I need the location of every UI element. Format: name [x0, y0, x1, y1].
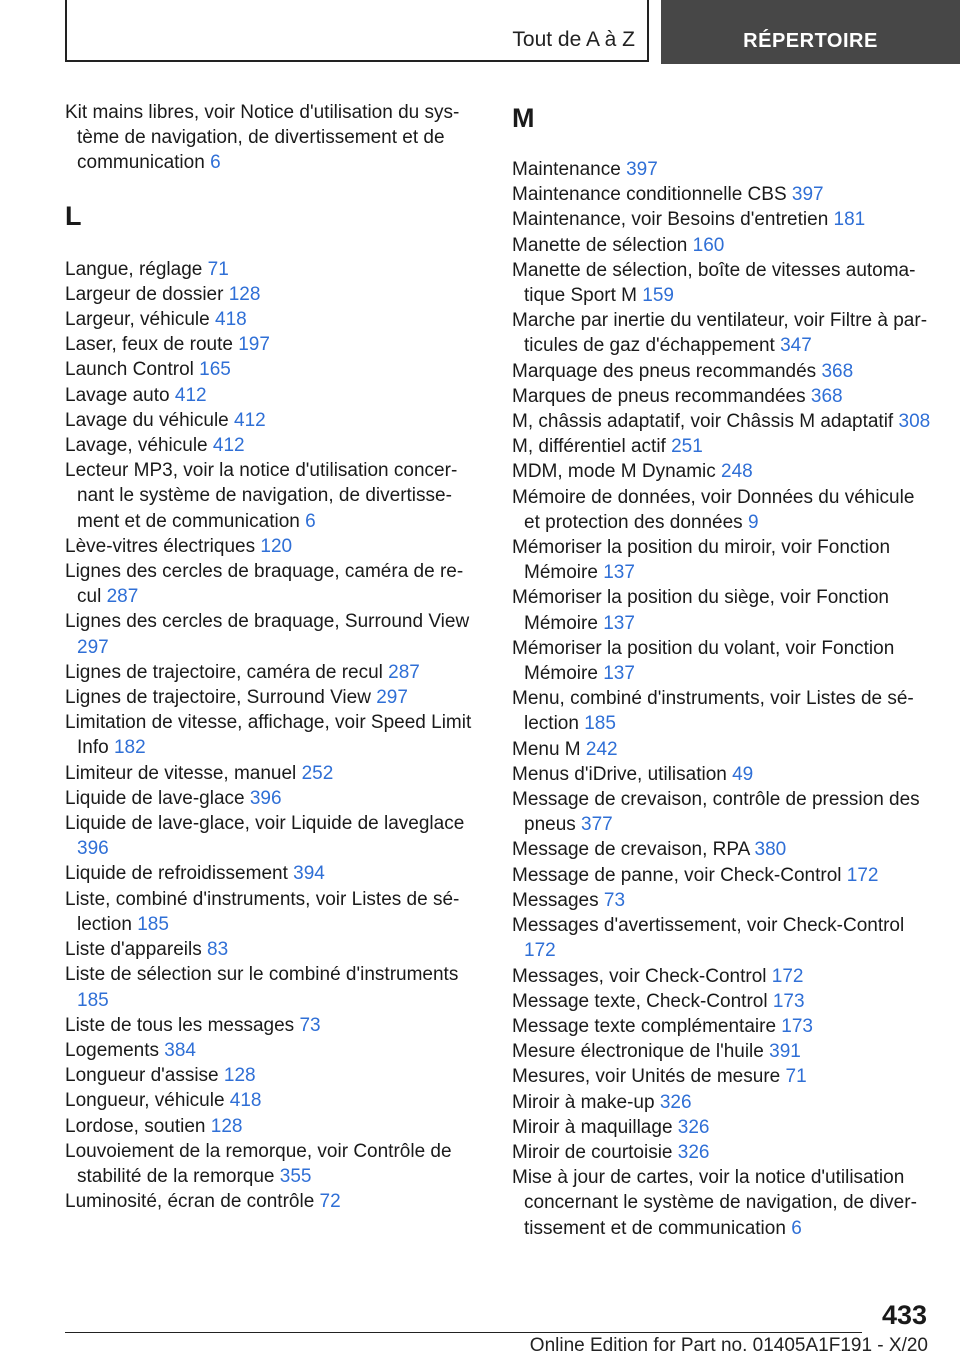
index-entry-text: Lève-vitres électriques — [65, 535, 261, 557]
index-entry-text: Message texte, Check-Control — [512, 990, 773, 1012]
page-reference-link[interactable]: 120 — [260, 535, 293, 557]
index-entry-text: Message texte complémentaire — [512, 1015, 782, 1037]
page-reference-link[interactable]: 137 — [603, 663, 635, 685]
index-column-right — [512, 100, 932, 1241]
index-entry — [512, 636, 932, 686]
page-reference-link[interactable]: 326 — [677, 1141, 710, 1163]
index-entry — [65, 710, 480, 760]
index-entry-text: Message de crevaison, contrôle de pression des pneus — [512, 789, 920, 836]
index-entry — [512, 837, 932, 862]
page-reference-link[interactable]: 137 — [603, 562, 635, 584]
page-reference-link[interactable]: 347 — [780, 335, 812, 357]
page-reference-link[interactable]: 252 — [301, 762, 334, 784]
index-entry — [512, 888, 932, 913]
page-reference-link[interactable]: 73 — [603, 889, 626, 911]
page-reference-link[interactable]: 128 — [228, 283, 261, 305]
index-entry-text: Liste de tous les messages — [65, 1014, 300, 1036]
index-entry-text: Mesures, voir Unités de mesure — [512, 1066, 786, 1088]
index-entry — [65, 408, 480, 433]
index-entry — [65, 534, 480, 559]
page-reference-link[interactable]: 160 — [692, 234, 725, 256]
page-reference-link[interactable]: 72 — [319, 1191, 341, 1213]
index-entry — [65, 609, 480, 659]
index-entry — [65, 1114, 480, 1139]
index-entry — [65, 761, 480, 786]
page-reference-link[interactable]: 173 — [772, 990, 805, 1012]
index-entry-text: Lavage auto — [65, 384, 175, 406]
page-reference-link[interactable]: 355 — [279, 1165, 312, 1187]
index-entry — [512, 434, 932, 459]
index-entry-text: M, châssis adaptatif, voir Châssis M adaptatif — [512, 411, 899, 433]
index-entry-text: Limitation de vitesse, affichage, voir Speed Limit Info — [65, 712, 472, 759]
page-reference-link[interactable]: 248 — [721, 461, 753, 483]
page-reference-link[interactable]: 185 — [584, 713, 616, 735]
page-reference-link[interactable]: 412 — [212, 435, 245, 457]
page-reference-link[interactable]: 6 — [305, 510, 316, 532]
page-reference-link[interactable]: 49 — [732, 763, 754, 785]
page-reference-link[interactable]: 396 — [77, 838, 109, 860]
index-entry-text: Message de panne, voir Check-Control — [512, 864, 847, 886]
page-reference-link[interactable]: 397 — [626, 159, 658, 180]
index-entry — [512, 535, 932, 585]
index-entry — [512, 459, 932, 484]
index-entry — [512, 308, 932, 358]
index-entry — [65, 458, 480, 534]
page-reference-link[interactable]: 128 — [223, 1065, 256, 1087]
index-entry-text: M, différentiel actif — [512, 436, 672, 458]
page-reference-link[interactable]: 6 — [791, 1217, 802, 1239]
index-entry — [65, 811, 480, 861]
index-entry-text: Louvoiement de la remorque, voir Contrôle de stabilité de la remorque — [65, 1140, 452, 1187]
index-entry — [65, 559, 480, 609]
index-entry — [512, 409, 932, 434]
page-reference-link[interactable]: 137 — [603, 612, 635, 634]
page-reference-link[interactable]: 172 — [771, 965, 804, 987]
index-entry-text: Maintenance, voir Besoins d'entretien — [512, 209, 834, 231]
index-entry — [65, 937, 480, 962]
page-reference-link[interactable]: 165 — [199, 359, 231, 381]
page-header — [65, 0, 960, 64]
index-entry-text: Messages, voir Check-Control — [512, 965, 772, 987]
index-entry-text: Messages — [512, 889, 604, 911]
index-entry-text: Marche par inertie du ventilateur, voir Filtre à particules de gaz d'échappement — [512, 310, 928, 357]
index-entry — [65, 383, 480, 408]
page-reference-link[interactable]: 368 — [821, 360, 854, 382]
index-entry-text: Menu M — [512, 738, 586, 760]
page-reference-link[interactable]: 197 — [238, 334, 270, 356]
index-entry — [512, 762, 932, 787]
page-reference-link[interactable]: 418 — [215, 309, 247, 331]
index-entry-text: Manette de sélection, boîte de vitesses automatique Sport M — [512, 259, 916, 307]
index-entry-text: Miroir à maquillage — [512, 1116, 678, 1138]
index-entry — [512, 485, 932, 535]
index-entry — [65, 786, 480, 811]
index-entry — [65, 1013, 480, 1038]
index-column-left — [65, 100, 480, 1214]
page-reference-link[interactable]: 326 — [677, 1116, 710, 1138]
footer-divider — [65, 1332, 862, 1333]
index-entry — [512, 913, 932, 963]
index-entry — [65, 1038, 480, 1063]
index-entry-text: Maintenance conditionnelle CBS — [512, 184, 792, 206]
page-reference-link[interactable]: 380 — [754, 839, 787, 861]
index-entry — [65, 257, 480, 282]
page-reference-link[interactable]: 9 — [747, 511, 759, 533]
page-reference-link[interactable]: 6 — [210, 152, 221, 174]
index-entry — [65, 1189, 480, 1214]
page-reference-link[interactable]: 412 — [234, 409, 266, 431]
index-entry — [512, 964, 932, 989]
page-reference-link[interactable]: 71 — [785, 1066, 807, 1088]
index-entry-text: Mémoriser la position du miroir, voir Fonction Mémoire — [512, 537, 891, 584]
index-entry — [512, 182, 932, 207]
index-entry — [512, 258, 932, 308]
index-entry — [65, 660, 480, 685]
index-entry-text: Lignes des cercles de braquage, Surround View — [65, 611, 470, 633]
page-reference-link[interactable]: 326 — [659, 1091, 692, 1113]
index-entry-text: Longueur d'assise — [65, 1065, 224, 1087]
page-reference-link[interactable]: 297 — [77, 636, 109, 658]
index-entry-text: Logements — [65, 1039, 165, 1061]
page-reference-link[interactable]: 242 — [585, 738, 618, 760]
index-entry-text: Liste de sélection sur le combiné d'instruments — [65, 964, 459, 986]
index-entry — [512, 585, 932, 635]
index-entry-text: Manette de sélection — [512, 234, 693, 256]
page-number: 433 — [881, 1300, 927, 1330]
index-letter-heading: M — [512, 103, 535, 133]
page-reference-link[interactable]: 159 — [642, 285, 674, 307]
index-entry — [512, 1115, 932, 1140]
index-entry — [65, 357, 480, 382]
index-entry-text: Launch Control — [65, 359, 200, 381]
index-entry — [65, 307, 480, 332]
index-entry-text: Message de crevaison, RPA — [512, 839, 755, 861]
page-reference-link[interactable]: 181 — [833, 209, 866, 231]
index-entry-text: Lavage du véhicule — [65, 409, 235, 431]
index-entry — [512, 207, 932, 232]
page-reference-link[interactable]: 182 — [113, 737, 146, 759]
index-entry — [512, 686, 932, 736]
index-entry-text: Luminosité, écran de contrôle — [65, 1191, 320, 1213]
index-entry — [65, 282, 480, 307]
index-entry-text: Maintenance — [512, 159, 627, 180]
index-entry-text: Marques de pneus recommandées — [512, 385, 811, 407]
index-entry-text: Lignes de trajectoire, caméra de recul — [65, 661, 389, 683]
page-reference-link[interactable]: 83 — [207, 939, 229, 961]
index-entry — [65, 962, 480, 1012]
index-entry — [512, 157, 932, 182]
index-entry-text: Liste, combiné d'instruments, voir Listes de sélection — [65, 888, 460, 935]
index-entry-text: Lecteur MP3, voir la notice d'utilisation concernant le système de navigation, de divertissement et de communication — [65, 460, 458, 532]
index-entry-text: Largeur de dossier — [65, 283, 229, 305]
index-entry-text: Kit mains libres, voir Notice d'utilisation du système de navigation, de divertissement et de communication — [65, 102, 460, 174]
page-reference-link[interactable]: 71 — [207, 258, 229, 280]
index-entry-text: Menus d'iDrive, utilisation — [512, 763, 733, 785]
page-reference-link[interactable]: 384 — [164, 1039, 196, 1061]
index-entry — [512, 359, 932, 384]
index-entry — [512, 989, 932, 1014]
index-entry — [512, 1090, 932, 1115]
index-entry — [65, 887, 480, 937]
index-entry — [65, 100, 480, 176]
page-reference-link[interactable]: 377 — [581, 814, 613, 836]
index-entry-text: Lignes de trajectoire, Surround View — [65, 687, 377, 709]
page-reference-link[interactable]: 173 — [781, 1015, 813, 1037]
index-entry-text: Liste d'appareils — [65, 939, 207, 961]
index-entry — [512, 737, 932, 762]
index-entry-text: Laser, feux de route — [65, 334, 239, 356]
footer-edition: Online Edition for Part no. 01405A1F191 - X/20 — [529, 1335, 928, 1356]
page-reference-link[interactable]: 172 — [524, 940, 556, 962]
page-reference-link[interactable]: 308 — [898, 411, 931, 433]
index-entry-text: MDM, mode M Dynamic — [512, 461, 722, 483]
index-entry — [65, 433, 480, 458]
index-entry — [512, 384, 932, 409]
index-letter-heading: L — [65, 200, 82, 231]
index-entry-text: Mise à jour de cartes, voir la notice d'utilisation concernant le système de navigation, de divertissement et de communication — [512, 1167, 917, 1239]
index-entry-text: Messages d'avertissement, voir Check-Control — [512, 915, 905, 937]
index-entry — [65, 1088, 480, 1113]
index-entry-text: Langue, réglage — [65, 258, 208, 280]
index-entry-text: Menu, combiné d'instruments, voir Listes de sélection — [512, 688, 914, 735]
page-reference-link[interactable]: 73 — [299, 1014, 321, 1036]
index-entry-text: Mémoriser la position du siège, voir Fonction Mémoire — [512, 587, 890, 634]
index-entry — [512, 787, 932, 837]
index-entry — [512, 863, 932, 888]
page-reference-link[interactable]: 128 — [210, 1115, 243, 1137]
index-entry — [512, 1039, 932, 1064]
page-reference-link[interactable]: 418 — [229, 1090, 262, 1112]
chapter-tab[interactable]: Tout de A à Z — [65, 0, 649, 62]
index-entry — [512, 233, 932, 258]
page-reference-link[interactable]: 297 — [376, 687, 408, 709]
page-reference-link[interactable]: 172 — [846, 864, 879, 886]
index-entry-text: Longueur, véhicule — [65, 1090, 230, 1112]
page-reference-link[interactable]: 397 — [791, 184, 824, 206]
page-reference-link[interactable]: 394 — [293, 863, 325, 885]
index-entry-text: Miroir à make-up — [512, 1091, 660, 1113]
index-entry-text: Liquide de refroidissement — [65, 863, 294, 885]
page-reference-link[interactable]: 396 — [249, 787, 282, 809]
index-entry — [65, 1139, 480, 1189]
index-entry-text: Liquide de lave-glace, voir Liquide de laveglace — [65, 813, 465, 835]
index-entry-text: Liquide de lave-glace — [65, 787, 250, 809]
index-entry — [512, 1140, 932, 1165]
page-reference-link[interactable]: 185 — [77, 989, 109, 1011]
index-entry-text: Limiteur de vitesse, manuel — [65, 762, 302, 784]
index-entry-text: Lavage, véhicule — [65, 435, 213, 457]
index-entry-text: Mémoriser la position du volant, voir Fonction Mémoire — [512, 637, 895, 685]
page-reference-link[interactable]: 287 — [388, 661, 420, 683]
index-entry — [65, 685, 480, 710]
index-entry — [512, 1064, 932, 1089]
index-entry — [65, 1063, 480, 1088]
index-entry-text: Lordose, soutien — [65, 1115, 211, 1137]
page-reference-link[interactable]: 368 — [810, 385, 843, 407]
page-reference-link[interactable]: 287 — [106, 586, 139, 608]
index-entry — [65, 861, 480, 886]
index-entry-text: Marquage des pneus recommandés — [512, 360, 822, 382]
index-entry-text: Mesure électronique de l'huile — [512, 1041, 770, 1063]
section-tab[interactable]: RÉPERTOIRE — [661, 0, 960, 64]
index-entry — [65, 332, 480, 357]
page-reference-link[interactable]: 251 — [671, 436, 703, 458]
index-entry-text: Lignes des cercles de braquage, caméra de recul — [65, 561, 464, 608]
index-entry — [512, 1014, 932, 1039]
page-reference-link[interactable]: 391 — [769, 1041, 801, 1063]
page-reference-link[interactable]: 185 — [137, 913, 169, 935]
index-entry — [512, 1165, 932, 1241]
index-entry-text: Mémoire de données, voir Données du véhicule et protection des données — [512, 486, 915, 533]
index-entry-text: Largeur, véhicule — [65, 309, 215, 331]
page-reference-link[interactable]: 412 — [174, 384, 207, 406]
index-entry-text: Miroir de courtoisie — [512, 1141, 678, 1163]
